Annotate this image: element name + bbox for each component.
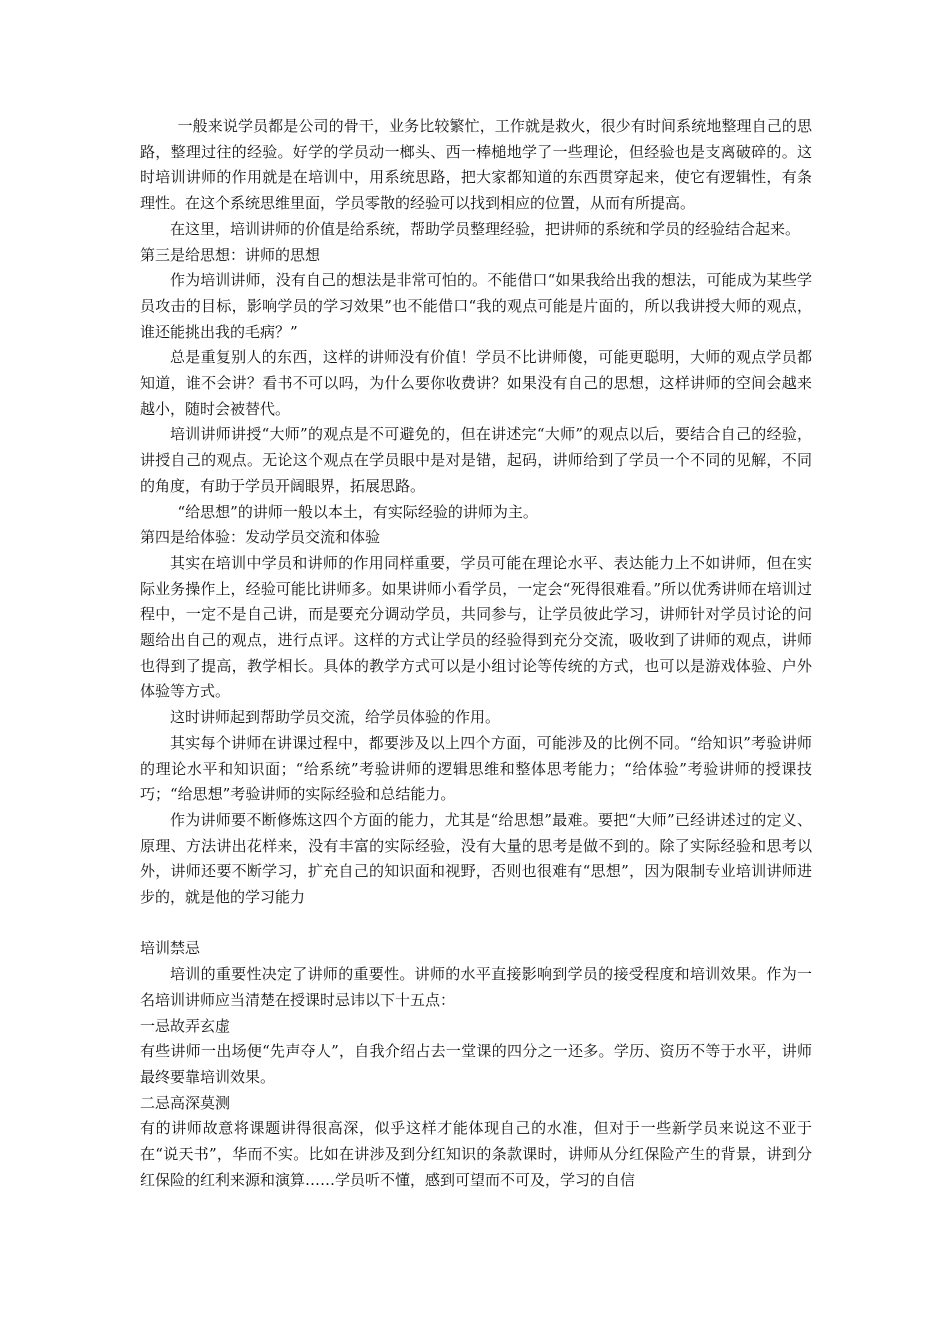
paragraph-thought-4: “给思想”的讲师一般以本土，有实际经验的讲师为主。 bbox=[177, 502, 538, 521]
paragraph-thought-2: 总是重复别人的东西，这样的讲师没有价值！学员不比讲师傻，可能更聪明，大师的观点学员都知道，谁不会讲？看书不可以吗，为什么要你收费讲？如果没有自己的思想，这样讲师的空间会越来越小，随时会被替代。 bbox=[140, 348, 812, 418]
paragraph-thought-3: 培训讲师讲授“大师”的观点是不可避免的，但在讲述完“大师”的观点以后，要结合自己的经验，讲授自己的观点。无论这个观点在学员眼中是对是错，起码，讲师给到了学员一个不同的见解，不同的角度，有助于学员开阔眼界，拓展思路。 bbox=[140, 425, 812, 495]
blank-line bbox=[140, 911, 812, 937]
paragraph-four-aspects: 其实每个讲师在讲课过程中，都要涉及以上四个方面，可能涉及的比例不同。“给知识”考验讲师的理论水平和知识面；“给系统”考验讲师的逻辑思维和整体思考能力；“给体验”考验讲师的授课技巧；“给思想”考验讲师的实际经验和总结能力。 bbox=[140, 733, 812, 804]
taboo-heading-2: 二忌高深莫测 bbox=[140, 1093, 231, 1112]
section-heading-taboos: 培训禁忌 bbox=[140, 939, 201, 958]
paragraph-system-value: 在这里，培训讲师的价值是给系统，帮助学员整理经验，把讲师的系统和学员的经验结合起来。 bbox=[170, 219, 801, 238]
paragraph-experience-1: 其实在培训中学员和讲师的作用同样重要，学员可能在理论水平、表达能力上不如讲师，但在实际业务操作上，经验可能比讲师多。如果讲师小看学员，一定会“死得很难看。”所以优秀讲师在培训过程中，一定不是自己讲，而是要充分调动学员，共同参与，让学员彼此学习，讲师针对学员讨论的问题给出自己的观点，进行点评。这样的方式让学员的经验得到充分交流，吸收到了讲师的观点，讲师也得到了提高，教学相长。具体的教学方式可以是小组讨论等传统的方式，也可以是游戏体验、户外体验等方式。 bbox=[140, 553, 812, 701]
document-page bbox=[140, 114, 812, 1194]
paragraph-cultivation: 作为讲师要不断修炼这四个方面的能力，尤其是“给思想”最难。要把“大师”已经讲述过的定义、原理、方法讲出花样来，没有丰富的实际经验，没有大量的思考是做不到的。除了实际经验和思考以外，讲师还要不断学习，扩充自己的知识面和视野，否则也很难有“思想”，因为限制专业培训讲师进步的，就是他的学习能力 bbox=[140, 810, 812, 907]
taboo-heading-1: 一忌故弄玄虚 bbox=[140, 1016, 231, 1035]
section-heading-experience: 第四是给体验：发动学员交流和体验 bbox=[140, 528, 381, 547]
paragraph-taboo-2: 有的讲师故意将课题讲得很高深，似乎这样才能体现自己的水准，但对于一些新学员来说这不亚于在“说天书”，华而不实。比如在讲涉及到分红知识的条款课时，讲师从分红保险产生的背景，讲到分红保险的红利来源和演算……学员听不懂，感到可望而不可及，学习的自信 bbox=[140, 1119, 812, 1189]
paragraph-thought-1: 作为培训讲师，没有自己的想法是非常可怕的。不能借口“如果我给出我的想法，可能成为某些学员攻击的目标，影响学员的学习效果”也不能借口“我的观点可能是片面的，所以我讲授大师的观点，谁还能挑出我的毛病？” bbox=[140, 271, 812, 341]
paragraph-system-intro: 一般来说学员都是公司的骨干，业务比较繁忙，工作就是救火，很少有时间系统地整理自己的思路，整理过往的经验。好学的学员动一榔头、西一棒槌地学了一些理论，但经验也是支离破碎的。这时培训讲师的作用就是在培训中，用系统思路，把大家都知道的东西贯穿起来，使它有逻辑性，有条理性。在这个系统思维里面，学员零散的经验可以找到相应的位置，从而有所提高。 bbox=[140, 117, 812, 213]
paragraph-taboo-1: 有些讲师一出场便“先声夺人”，自我介绍占去一堂课的四分之一还多。学历、资历不等于水平，讲师最终要靠培训效果。 bbox=[140, 1042, 812, 1086]
section-heading-thought: 第三是给思想：讲师的思想 bbox=[140, 245, 321, 264]
paragraph-taboos-intro: 培训的重要性决定了讲师的重要性。讲师的水平直接影响到学员的接受程度和培训效果。作为一名培训讲师应当清楚在授课时忌讳以下十五点： bbox=[140, 965, 812, 1009]
paragraph-experience-2: 这时讲师起到帮助学员交流，给学员体验的作用。 bbox=[170, 708, 501, 727]
